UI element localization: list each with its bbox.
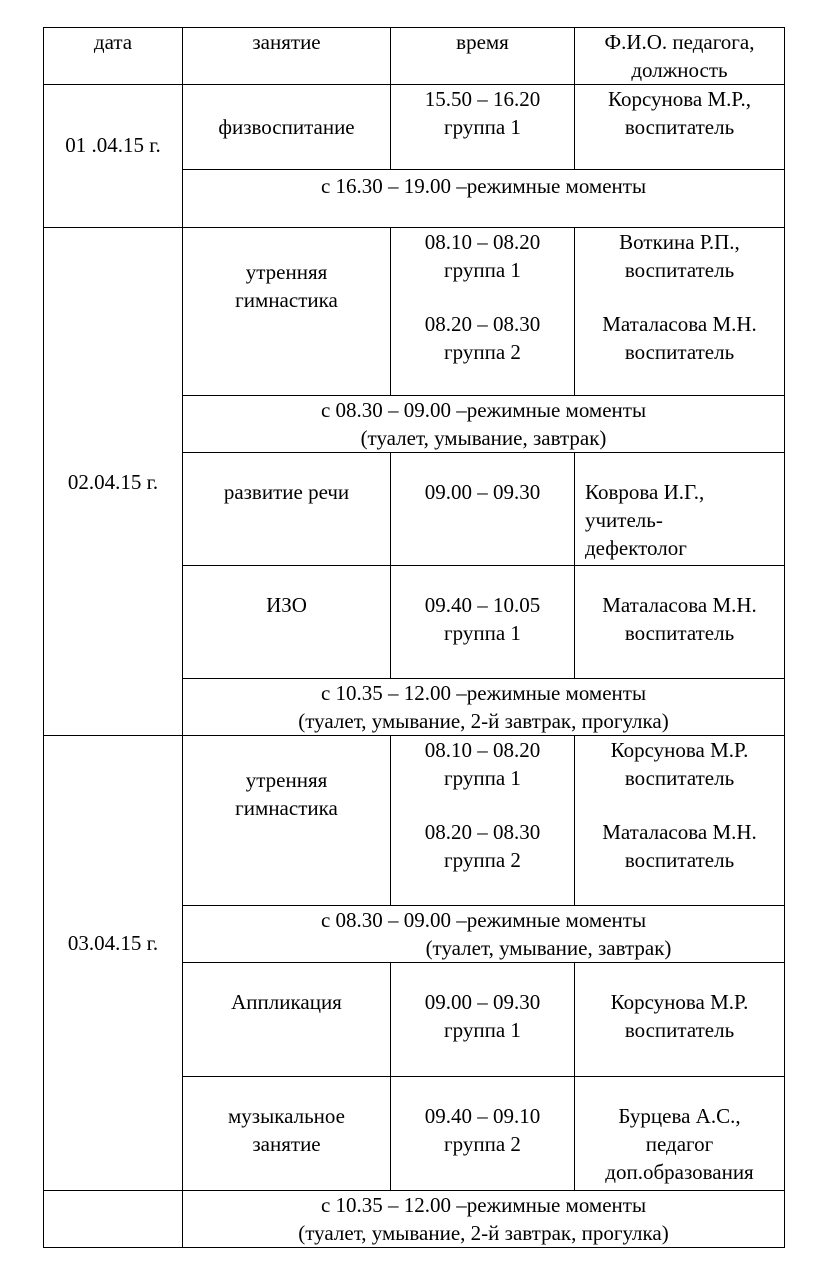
time-cell xyxy=(391,228,575,396)
header-row xyxy=(44,28,785,85)
routine-text: с 10.35 – 12.00 –режимные моменты xyxy=(320,681,647,705)
teacher-name: Маталасова М.Н. xyxy=(602,593,757,617)
routine-details: (туалет, умывание, завтрак) xyxy=(425,936,672,960)
spacer xyxy=(575,792,784,818)
routine-details: (туалет, умывание, 2-й завтрак, прогулка) xyxy=(298,1221,669,1245)
activity-cell xyxy=(183,85,391,170)
routine-cell xyxy=(183,170,785,228)
activity-cell xyxy=(183,566,391,679)
header-date: дата xyxy=(44,28,183,85)
routine-details: (туалет, умывание, 2-й завтрак, прогулка) xyxy=(298,709,669,733)
time-range: 08.20 – 08.30 xyxy=(424,820,541,844)
time-range: 08.20 – 08.30 xyxy=(424,312,541,336)
activity-name: гимнастика xyxy=(235,288,338,312)
teacher-name: Корсунова М.Р. xyxy=(610,990,749,1014)
time-range: 09.40 – 10.05 xyxy=(424,593,541,617)
table-row xyxy=(44,85,785,170)
table-row xyxy=(44,736,785,906)
routine-text: с 08.30 – 09.00 –режимные моменты xyxy=(320,908,647,932)
activity-cell xyxy=(183,736,391,906)
routine-details: (туалет, умывание, завтрак) xyxy=(360,426,607,450)
activity-name: ИЗО xyxy=(266,593,307,617)
routine-text: с 10.35 – 12.00 –режимные моменты xyxy=(320,1193,647,1217)
teacher-cell xyxy=(575,85,785,170)
teacher-name: Воткина Р.П., xyxy=(619,230,740,254)
empty-date-cell xyxy=(44,1191,183,1248)
teacher-name: Корсунова М.Р. xyxy=(610,738,749,762)
group-label: группа 1 xyxy=(444,115,521,139)
time-range: 15.50 – 16.20 xyxy=(424,87,541,111)
time-range: 08.10 – 08.20 xyxy=(424,230,541,254)
activity-name: утренняя xyxy=(245,768,328,792)
header-activity: занятие xyxy=(183,28,391,85)
time-range: 09.00 – 09.30 xyxy=(424,480,541,504)
group-label: группа 2 xyxy=(444,1132,521,1156)
teacher-cell xyxy=(575,1077,785,1191)
teacher-position: дефектолог xyxy=(585,536,687,560)
teacher-position: воспитатель xyxy=(624,340,735,364)
group-label: группа 1 xyxy=(444,1018,521,1042)
group-label: группа 1 xyxy=(444,621,521,645)
teacher-position: воспитатель xyxy=(624,621,735,645)
time-range: 09.40 – 09.10 xyxy=(424,1104,541,1128)
routine-cell xyxy=(183,396,785,453)
date-cell xyxy=(44,736,183,1191)
teacher-position: педагог xyxy=(645,1132,714,1156)
schedule-table xyxy=(43,27,785,1248)
date-text: 01 .04.15 г. xyxy=(65,133,161,157)
teacher-position: воспитатель xyxy=(624,115,735,139)
spacer xyxy=(575,284,784,310)
time-cell xyxy=(391,736,575,906)
date-cell xyxy=(44,85,183,228)
teacher-cell xyxy=(575,228,785,396)
spacer xyxy=(391,284,574,310)
group-label: группа 1 xyxy=(444,258,521,282)
activity-cell xyxy=(183,453,391,566)
activity-cell xyxy=(183,963,391,1077)
teacher-cell xyxy=(575,453,785,566)
group-label: группа 2 xyxy=(444,848,521,872)
teacher-position: воспитатель xyxy=(624,766,735,790)
teacher-cell xyxy=(575,566,785,679)
date-text: 02.04.15 г. xyxy=(67,469,159,494)
activity-name: музыкальное xyxy=(228,1104,345,1128)
time-cell xyxy=(391,963,575,1077)
teacher-position: доп.образования xyxy=(605,1160,754,1184)
activity-name: физвоспитание xyxy=(218,115,355,139)
routine-cell xyxy=(183,906,785,963)
routine-text: с 08.30 – 09.00 –режимные моменты xyxy=(320,398,647,422)
header-teacher: Ф.И.О. педагога, должность xyxy=(575,28,785,85)
time-cell xyxy=(391,1077,575,1191)
header-time: время xyxy=(391,28,575,85)
group-label: группа 1 xyxy=(444,766,521,790)
teacher-name: Маталасова М.Н. xyxy=(602,312,757,336)
table-row xyxy=(44,228,785,396)
activity-name: занятие xyxy=(252,1132,321,1156)
routine-cell xyxy=(183,679,785,736)
teacher-name: Корсунова М.Р., xyxy=(608,87,751,111)
teacher-name: Бурцева А.С., xyxy=(618,1104,741,1128)
group-label: группа 2 xyxy=(444,340,521,364)
teacher-position: воспитатель xyxy=(624,258,735,282)
date-text: 03.04.15 г. xyxy=(67,931,159,955)
teacher-position: учитель- xyxy=(585,508,663,532)
time-cell xyxy=(391,85,575,170)
teacher-position: воспитатель xyxy=(624,848,735,872)
time-range: 08.10 – 08.20 xyxy=(424,738,541,762)
activity-name: Аппликация xyxy=(231,990,342,1014)
teacher-name: Маталасова М.Н. xyxy=(602,820,757,844)
teacher-cell xyxy=(575,736,785,906)
activity-name: развитие речи xyxy=(223,480,350,504)
date-cell xyxy=(44,228,183,736)
activity-cell xyxy=(183,228,391,396)
activity-name: утренняя xyxy=(245,260,328,284)
routine-cell xyxy=(183,1191,785,1248)
table-row xyxy=(44,1191,785,1248)
activity-name: гимнастика xyxy=(235,796,338,820)
time-range: 09.00 – 09.30 xyxy=(424,990,541,1014)
spacer xyxy=(391,792,574,818)
time-cell xyxy=(391,566,575,679)
routine-text: с 16.30 – 19.00 –режимные моменты xyxy=(320,174,647,198)
teacher-name: Коврова И.Г., xyxy=(585,480,705,504)
time-cell xyxy=(391,453,575,566)
activity-cell xyxy=(183,1077,391,1191)
teacher-cell xyxy=(575,963,785,1077)
teacher-position: воспитатель xyxy=(624,1018,735,1042)
